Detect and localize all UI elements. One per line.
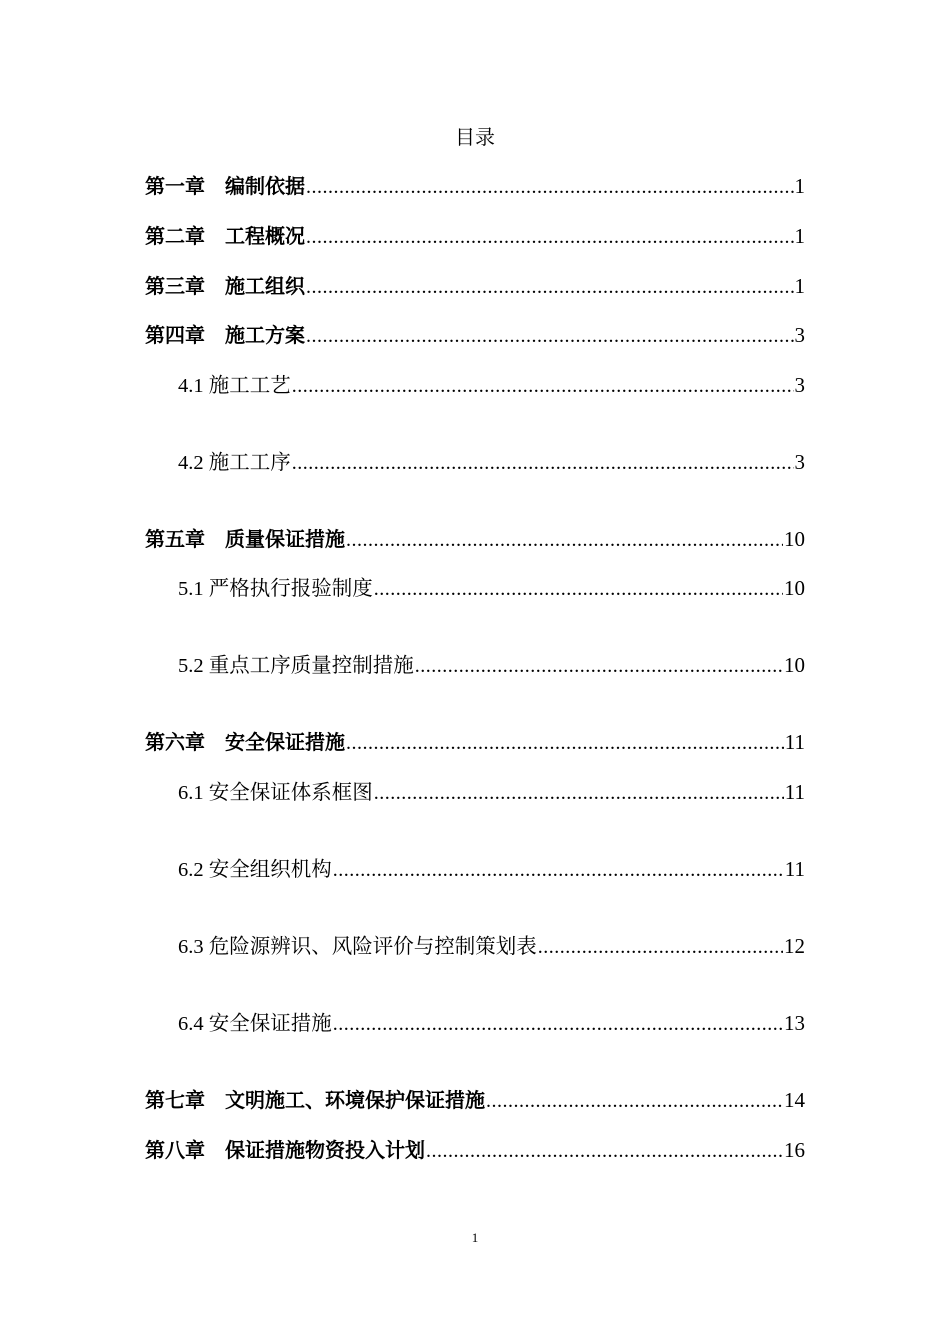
dot-leader — [426, 1136, 783, 1166]
toc-entry-page: 10 — [784, 527, 805, 551]
toc-title: 目录 — [455, 127, 495, 149]
toc-entry-page: 3 — [794, 373, 805, 397]
toc-entry-label: 5.1 严格执行报验制度 — [178, 578, 373, 600]
toc-entry-page: 14 — [784, 1088, 805, 1112]
dot-leader — [374, 778, 784, 808]
toc-entry-section-6-1[interactable] — [178, 777, 805, 807]
dot-leader — [486, 1086, 783, 1116]
toc-entry-label: 第七章 文明施工、环境保护保证措施 — [145, 1088, 485, 1112]
toc-entry-label: 6.1 安全保证体系框图 — [178, 782, 373, 804]
toc-entry-chapter-8[interactable] — [145, 1135, 805, 1165]
toc-entry-page: 16 — [784, 1138, 805, 1162]
toc-entry-chapter-1[interactable] — [145, 171, 805, 201]
toc-entry-section-5-2[interactable] — [178, 650, 805, 680]
toc-entry-label: 6.4 安全保证措施 — [178, 1013, 332, 1035]
dot-leader — [306, 222, 794, 252]
dot-leader — [346, 525, 783, 555]
dot-leader — [374, 574, 783, 604]
toc-entry-chapter-6[interactable] — [145, 727, 805, 757]
dot-leader — [333, 855, 784, 885]
toc-entry-page: 12 — [784, 934, 805, 958]
toc-entry-chapter-5[interactable] — [145, 524, 805, 554]
toc-entry-chapter-3[interactable] — [145, 271, 805, 301]
toc-entry-page: 3 — [794, 450, 805, 474]
toc-entry-section-6-4[interactable] — [178, 1008, 805, 1038]
toc-entry-label: 第六章 安全保证措施 — [145, 730, 345, 754]
dot-leader — [306, 272, 794, 302]
toc-entry-label: 第二章 工程概况 — [145, 224, 305, 248]
toc-entry-page: 1 — [794, 224, 805, 248]
toc-entry-label: 第八章 保证措施物资投入计划 — [145, 1138, 425, 1162]
dot-leader — [292, 371, 794, 401]
toc-entry-label: 第一章 编制依据 — [145, 174, 305, 198]
toc-entry-label: 4.2 施工工序 — [178, 452, 291, 474]
toc-entry-page: 11 — [784, 730, 805, 754]
toc-entry-label: 6.2 安全组织机构 — [178, 859, 332, 881]
toc-entry-chapter-2[interactable] — [145, 221, 805, 251]
toc-entry-section-6-3[interactable] — [178, 931, 805, 961]
dot-leader — [292, 448, 794, 478]
toc-entry-page: 11 — [784, 780, 805, 804]
dot-leader — [306, 321, 794, 351]
toc-entry-page: 10 — [784, 576, 805, 600]
toc-entry-section-5-1[interactable] — [178, 573, 805, 603]
toc-entry-label: 6.3 危险源辨识、风险评价与控制策划表 — [178, 936, 537, 958]
toc-entry-section-4-2[interactable] — [178, 447, 805, 477]
toc-entry-label: 5.2 重点工序质量控制措施 — [178, 655, 414, 677]
toc-entry-page: 1 — [794, 174, 805, 198]
toc-entry-chapter-7[interactable] — [145, 1085, 805, 1115]
toc-entry-section-4-1[interactable] — [178, 370, 805, 400]
toc-entry-section-6-2[interactable] — [178, 854, 805, 884]
page-number: 1 — [471, 1230, 479, 1245]
toc-entry-page: 13 — [784, 1011, 805, 1035]
dot-leader — [415, 651, 783, 681]
toc-entry-page: 10 — [784, 653, 805, 677]
toc-entry-label: 第四章 施工方案 — [145, 323, 305, 347]
dot-leader — [306, 172, 794, 202]
toc-entry-page: 11 — [784, 857, 805, 881]
toc-entry-label: 第五章 质量保证措施 — [145, 527, 345, 551]
dot-leader — [538, 932, 783, 962]
toc-entry-label: 第三章 施工组织 — [145, 274, 305, 298]
toc-entry-page: 3 — [794, 323, 805, 347]
dot-leader — [333, 1009, 783, 1039]
toc-entry-page: 1 — [794, 274, 805, 298]
toc-entry-label: 4.1 施工工艺 — [178, 375, 291, 397]
toc-entry-chapter-4[interactable] — [145, 320, 805, 350]
dot-leader — [346, 728, 784, 758]
